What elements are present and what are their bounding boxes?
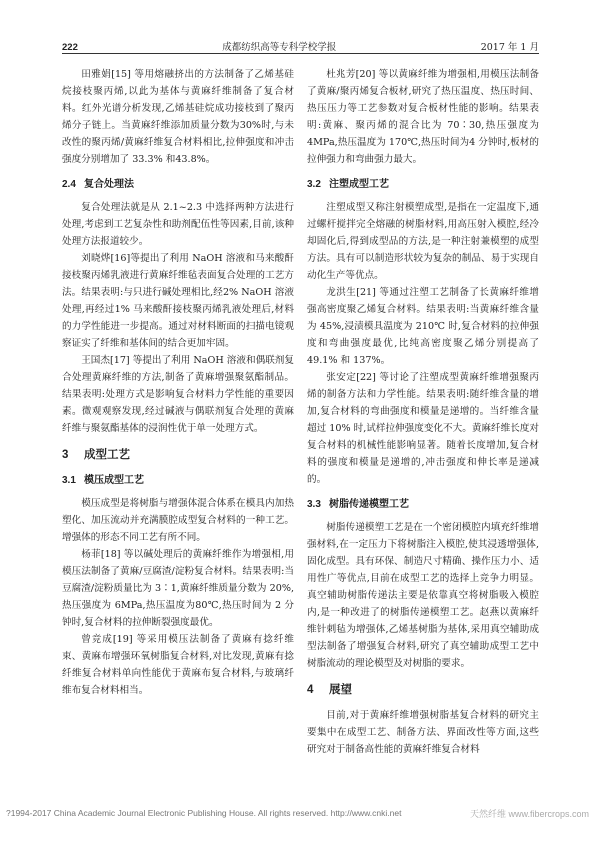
paragraph: 模压成型是将树脂与增强体混合体系在模具内加热塑化、加压流动并充满膜腔成型复合材料的一种工艺。增强体的形态不同工艺有所不同。 [62,498,294,543]
section-number: 2.4 [62,179,76,190]
section-title: 注塑成型工艺 [329,179,389,190]
journal-title: 成都纺织高等专科学校学报 [222,42,337,53]
section-title: 复合处理法 [84,179,134,190]
paragraph: 目前,对于黄麻纤维增强树脂基复合材料的研究主要集中在成型工艺、制备方法、界面改性等方面,这些研究对于制备高性能的黄麻纤维复合材料 [307,710,539,755]
section-heading-4 [307,682,539,699]
section-heading-3 [62,447,294,464]
section-heading-3-1 [62,472,294,489]
paragraph: 注塑成型又称注射模塑成型,是指在一定温度下,通过螺杆搅拌完全熔融的树脂材料,用高压射入模腔,经冷却固化后,得到成型品的方法,是一种注射兼模塑的成型方法。具有可以制造形状较为复杂的制品、易于实现自动化生产等优点。 [307,202,539,281]
page-number: 222 [62,42,78,53]
paragraph: 曾竞成[19] 等采用模压法制备了黄麻有捻纤维束、黄麻布增强环氧树脂复合材料,对比发现,黄麻有捻纤维复合材料单向性能优于黄麻布复合材料,与玻璃纤维布复合材料相当。 [62,634,294,696]
section-number: 3.2 [307,179,321,190]
section-title: 模压成型工艺 [84,475,144,486]
section-heading-3-2 [307,176,539,193]
paragraph: 田雅娟[15] 等用熔融挤出的方法制备了乙烯基硅烷接枝聚丙烯,以此为基体与黄麻纤维制备了复合材料。红外光谱分析发现,乙烯基硅烷成功接枝到了聚丙烯分子链上。当黄麻纤维添加质量分数为30%时,与未改性的聚丙烯/黄麻纤维复合材料相比,拉伸强度和冲击强度分别增加了 33.3% 和43.8%。 [62,69,294,165]
paragraph: 刘晓烨[16]等提出了利用 NaOH 溶液和马来酸酐接枝聚丙烯乳液进行黄麻纤维毡表面复合处理的工艺方法。结果表明:与只进行碱处理相比,经2% NaOH 溶液处理,再经过1% 马来酸酐接枝聚丙烯乳液处理后,材料的力学性能进一步提高。通过对材料断面的扫描电镜观察证实了纤维和基体间的结合更加牢固。 [62,253,294,349]
issue-date: 2017 年 1 月 [480,42,539,53]
section-heading-2-4 [62,176,294,193]
right-column [307,66,539,758]
paragraph: 复合处理法就是从 2.1~2.3 中选择两种方法进行处理,考虑到工艺复杂性和助剂配伍性等因素,目前,该种处理方法报道较少。 [62,202,294,247]
section-number: 4 [307,684,314,696]
watermark: 天然纤维 www.fibercrops.com [469,808,589,819]
page-footer [6,806,589,820]
left-column [62,66,294,699]
paragraph: 树脂传递模塑工艺是在一个密闭模腔内填充纤维增强材料,在一定压力下将树脂注入模腔,使其浸透增强体,固化成型。具有环保、制造尺寸精确、操作压力小、适用性广等优点,目前在成型工艺的选择上竞争力明显。真空辅助树脂传递法主要是依靠真空将树脂吸入模腔内,是一种改进了的树脂传递模塑工艺。赵燕以黄麻纤维针刺毡为增强体,乙烯基树脂为基体,采用真空辅助成型法制备了增强复合材料,研究了真空辅助成型工艺中树脂流动的理论模型及对树脂的要求。 [307,522,539,669]
paragraph: 张安定[22] 等讨论了注塑成型黄麻纤维增强聚丙烯的制备方法和力学性能。结果表明:随纤维含量的增加,复合材料的弯曲强度和模量是递增的。当纤维含量超过 10% 时,试样拉伸强度变化不大。黄麻纤维长度对复合材料的机械性能影响显著。随着长度增加,复合材料的强度和模量是递增的,冲击强度和伸长率是递减的。 [307,372,539,485]
paragraph: 王国杰[17] 等提出了利用 NaOH 溶液和偶联剂复合处理黄麻纤维的方法,制备了黄麻增强聚氨酯制品。结果表明:处理方式是影响复合材料力学性能的重要因素。微观观察发现,经过碱液与偶联剂复合处理的黄麻纤维与聚氨酯基体的浸润性优于单一处理方式。 [62,355,294,434]
section-title: 树脂传递模塑工艺 [329,499,409,510]
section-title: 展望 [329,684,352,696]
section-number: 3.1 [62,475,76,486]
copyright-notice: ?1994-2017 China Academic Journal Electronic Publishing House. All rights reserved. http://www.cnki.net [6,808,402,818]
paragraph: 龙洪生[21] 等通过注塑工艺制备了长黄麻纤维增强高密度聚乙烯复合材料。结果表明:当黄麻纤维含量为 45%,浸渍模具温度为 210℃ 时,复合材料的拉伸强度和弯曲强度最优,比纯高密度聚乙烯分别提高了 49.1% 和 137%。 [307,287,539,366]
paragraph: 杜兆芳[20] 等以黄麻纤维为增强相,用模压法制备了黄麻/聚丙烯复合板材,研究了热压温度、热压时间、热压压力等工艺参数对复合板材性能的影响。结果表明:黄麻、聚丙烯的混合比为 70∶30,热压强度为 4MPa,热压温度为 170℃,热压时间为4 分钟时,板材的拉伸强力和弯曲强力最大。 [307,69,539,165]
paragraph: 杨菲[18] 等以碱处理后的黄麻纤维作为增强相,用模压法制备了黄麻/豆腐渣/淀粉复合材料。结果表明:当豆腐渣/淀粉质量比为 3∶1,黄麻纤维质量分数为 20%,热压强度为 6MPa,热压温度为80℃,热压时间为 2 分钟时,复合材料的拉伸断裂强度最优。 [62,549,294,628]
section-number: 3.3 [307,499,321,510]
section-heading-3-3 [307,496,539,513]
section-title: 成型工艺 [84,449,130,461]
section-number: 3 [62,449,69,461]
page-header [62,36,539,54]
